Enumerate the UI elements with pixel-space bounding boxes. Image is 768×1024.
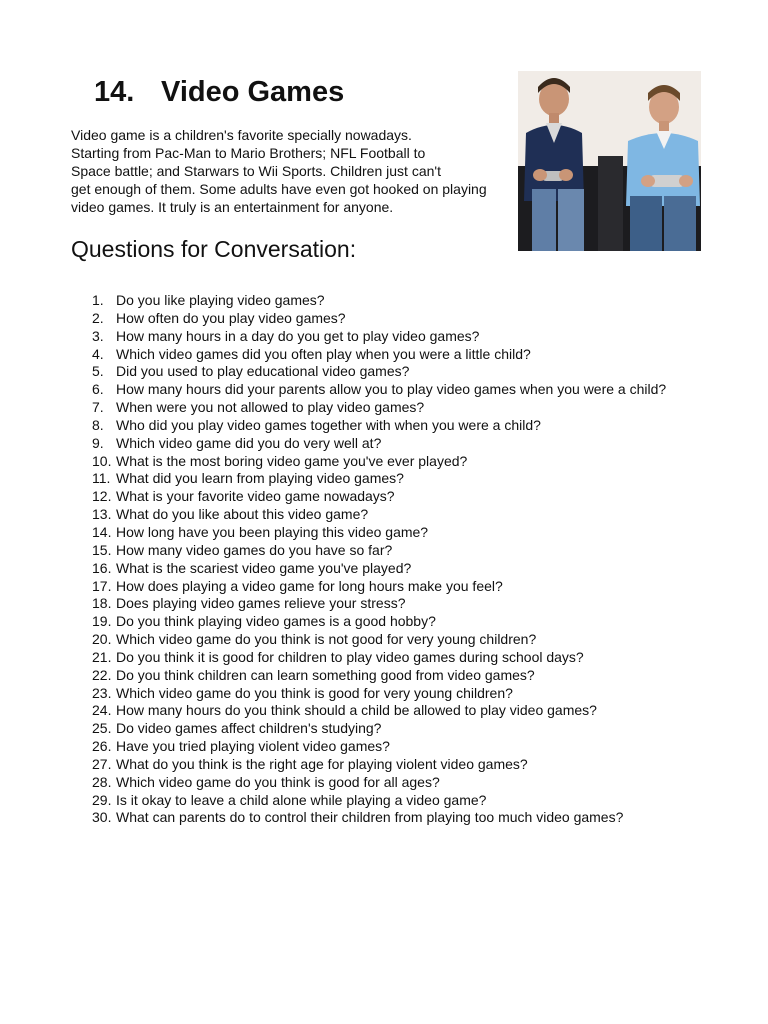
question-item (92, 363, 692, 381)
question-text: Is it okay to leave a child alone while playing a video game? (116, 791, 487, 808)
question-text: How long have you been playing this video game? (116, 523, 429, 540)
question-number: 26. (92, 738, 112, 755)
question-number: 2. (92, 309, 104, 326)
question-item (92, 809, 692, 827)
question-text: Does playing video games relieve your stress? (116, 595, 406, 612)
question-number: 25. (92, 720, 112, 737)
question-text: Do you think playing video games is a good hobby? (116, 613, 436, 630)
question-number: 23. (92, 684, 112, 701)
question-text: Which video game do you think is not good for very young children? (116, 631, 537, 648)
intro-line: video games. It truly is an entertainment for anyone. (71, 199, 394, 215)
question-item (92, 542, 692, 560)
question-item (92, 381, 692, 399)
question-text: How many hours did your parents allow you to play video games when you were a child? (116, 381, 667, 398)
question-number: 22. (92, 666, 112, 683)
question-text: What did you learn from playing video games? (116, 470, 404, 487)
question-item (92, 792, 692, 810)
question-text: What is your favorite video game nowadays? (116, 488, 395, 505)
question-number: 6. (92, 381, 104, 398)
question-text: How many video games do you have so far? (116, 541, 393, 558)
question-text: Which video game did you do very well at? (116, 434, 382, 451)
question-item (92, 738, 692, 756)
question-text: Which video games did you often play when you were a little child? (116, 345, 531, 362)
question-text: How often do you play video games? (116, 309, 346, 326)
question-number: 1. (92, 292, 104, 308)
question-text: What do you like about this video game? (116, 506, 369, 523)
question-item (92, 702, 692, 720)
questions-list (92, 292, 692, 827)
question-item (92, 470, 692, 488)
question-number: 9. (92, 434, 104, 451)
question-item (92, 560, 692, 578)
question-text: Do you think it is good for children to play video games during school days? (116, 648, 584, 665)
question-number: 3. (92, 327, 104, 344)
question-number: 14. (92, 523, 112, 540)
question-item (92, 399, 692, 417)
question-number: 11. (92, 470, 111, 487)
question-number: 12. (92, 488, 112, 505)
section-number: 14. (94, 76, 135, 108)
question-number: 5. (92, 363, 104, 380)
question-text: Do video games affect children's studying? (116, 720, 382, 737)
question-item (92, 578, 692, 596)
question-item (92, 685, 692, 703)
question-text: What is the scariest video game you've played? (116, 559, 412, 576)
question-item (92, 488, 692, 506)
question-text: When were you not allowed to play video games? (116, 399, 425, 416)
intro-line: Video game is a children's favorite specially nowadays. (71, 127, 412, 143)
question-number: 17. (92, 577, 112, 594)
question-text: What is the most boring video game you've ever played? (116, 452, 468, 469)
question-text: Do you think children can learn something good from video games? (116, 666, 535, 683)
question-number: 20. (92, 631, 112, 648)
question-item (92, 346, 692, 364)
question-number: 8. (92, 416, 104, 433)
intro-line: Starting from Pac-Man to Mario Brothers; NFL Football to (71, 145, 426, 161)
question-text: Did you used to play educational video games? (116, 363, 410, 380)
question-item (92, 310, 692, 328)
question-number: 15. (92, 541, 112, 558)
question-text: How many hours in a day do you get to play video games? (116, 327, 480, 344)
question-text: Have you tried playing violent video games? (116, 738, 390, 755)
question-item (92, 328, 692, 346)
intro-paragraph (71, 126, 521, 216)
question-number: 18. (92, 595, 112, 612)
question-text: Which video game do you think is good for very young children? (116, 684, 513, 701)
question-item (92, 595, 692, 613)
question-text: Who did you play video games together with when you were a child? (116, 416, 541, 433)
intro-line: get enough of them. Some adults have even got hooked on playing (71, 181, 487, 197)
question-item (92, 506, 692, 524)
question-item (92, 435, 692, 453)
question-item (92, 756, 692, 774)
question-number: 30. (92, 809, 112, 826)
question-text: How many hours do you think should a child be allowed to play video games? (116, 702, 597, 719)
question-item (92, 631, 692, 649)
section-title: Video Games (161, 76, 345, 108)
question-number: 24. (92, 702, 112, 719)
question-number: 10. (92, 452, 112, 469)
question-number: 27. (92, 755, 112, 772)
question-number: 21. (92, 648, 112, 665)
question-item (92, 524, 692, 542)
photo-two-boys-playing-video-games (518, 71, 701, 251)
question-item (92, 417, 692, 435)
question-text: Do you like playing video games? (116, 292, 325, 308)
question-item (92, 649, 692, 667)
section-subheading: Questions for Conversation: (71, 236, 357, 262)
question-item (92, 613, 692, 631)
question-text: What can parents do to control their children from playing too much video games? (116, 809, 624, 826)
question-item (92, 292, 692, 310)
intro-line: Space battle; and Starwars to Wii Sports. Children just can't (71, 163, 441, 179)
question-text: How does playing a video game for long hours make you feel? (116, 577, 503, 594)
question-item (92, 453, 692, 471)
question-item (92, 667, 692, 685)
question-text: What do you think is the right age for playing violent video games? (116, 755, 528, 772)
question-number: 28. (92, 773, 112, 790)
question-number: 16. (92, 559, 112, 576)
question-item (92, 774, 692, 792)
question-number: 4. (92, 345, 104, 362)
question-item (92, 720, 692, 738)
photo-illustration (518, 71, 701, 251)
question-number: 19. (92, 613, 112, 630)
question-number: 29. (92, 791, 112, 808)
question-number: 7. (92, 399, 104, 416)
question-number: 13. (92, 506, 112, 523)
question-text: Which video game do you think is good for all ages? (116, 773, 440, 790)
page-title (94, 72, 344, 112)
